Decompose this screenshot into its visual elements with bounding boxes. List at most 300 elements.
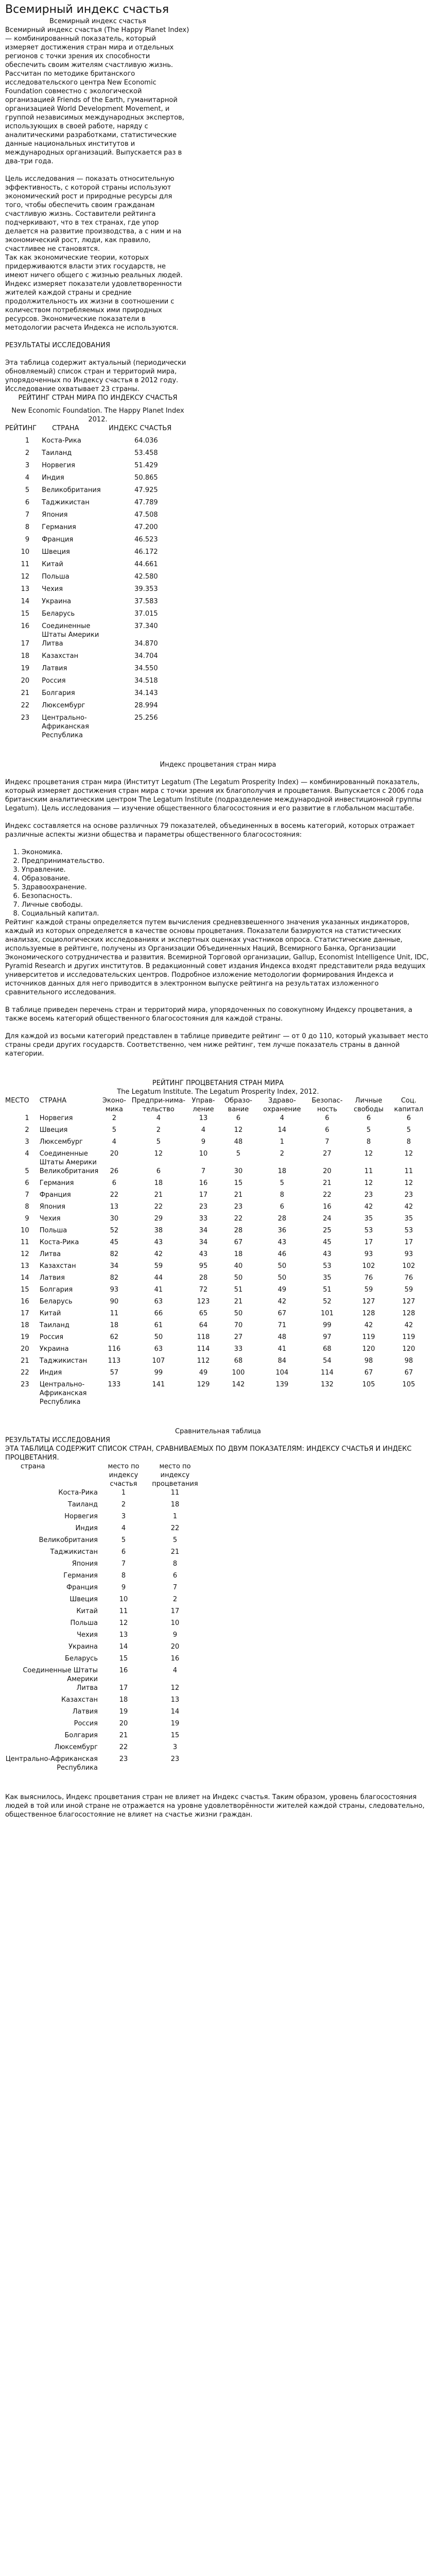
value-cell: 64 (199, 1321, 208, 1329)
method-paragraph: Рейтинг каждой страны определяется путем вычисления средневзвешенного значения указанных индикаторов, каждый из которых определяется в качестве основы процветания. Показатели базируются на статистических анализах, социологических исследованиях и экспертных оценках участников опроса. Статистические данные, используемые в рейтинге, получены из Организации Объединенных Наций, Всемирного Банка, Организации Экономического сотрудничества и развития. Всемирной Торговой организации, Gallup, Economist Intelligence Unit, IDC, Pyramid Research и других институтов. В редакционный совет издания Индекса входят представители ряда ведущих университетов и исследовательских центров. Подробное изложение методологии формирования Индекса и источников данных для него приводится в электронном выпуске рейтинга на результатах изложенного сравнительного исследования. (5, 919, 429, 996)
value-cell: 21 (234, 1298, 243, 1306)
value-cell: 66 (154, 1310, 163, 1317)
table-row (5, 1607, 201, 1619)
index-cell: 47.508 (134, 511, 158, 519)
value-cell: 45 (323, 1239, 332, 1246)
table-row (5, 473, 171, 486)
value-cell: 100 (232, 1369, 245, 1377)
category-item: 6. Безопасность. (22, 892, 431, 901)
table-row (5, 535, 171, 548)
country-cell: Чехия (39, 1215, 61, 1223)
table-row (5, 449, 171, 461)
compare-table (5, 1462, 201, 1772)
conclusion-paragraph: Как выяснилось, Индекс процветания стран не влияет на Индекс счастья. Таким образом, уровень благосостояния людей в той или иной стране не отражается на уровне удовлетворённости жителей каждой страны, следовательно, общественное благосостояние не влияет на счастье жизни граждан. (5, 1793, 425, 1819)
rank-cell: 17 (21, 640, 30, 648)
prosperity-rank-cell: 21 (170, 1548, 180, 1556)
table-row (5, 1642, 201, 1654)
value-cell: 70 (234, 1321, 243, 1329)
index-cell: 51.429 (134, 462, 158, 469)
rank-cell: 13 (21, 585, 30, 593)
value-cell: 5 (280, 1179, 285, 1187)
value-cell: 114 (321, 1369, 334, 1377)
country-cell: Таиланд (39, 1321, 69, 1329)
value-cell: 5 (366, 1126, 371, 1134)
table-row (5, 1138, 427, 1149)
table-row (5, 664, 171, 676)
table-row (5, 1548, 201, 1560)
value-cell: 4 (112, 1138, 117, 1146)
country-cell: Франция (42, 536, 74, 544)
country-cell: Таиланд (67, 1501, 98, 1509)
rank-cell: 11 (21, 561, 30, 568)
value-cell: 24 (323, 1215, 332, 1223)
value-cell: 61 (154, 1321, 163, 1329)
country-cell: Германия (63, 1572, 98, 1580)
value-cell: 43 (199, 1250, 208, 1258)
prosperity-rank-cell: 4 (172, 1667, 178, 1674)
country-cell: Беларусь (65, 1655, 98, 1663)
value-cell: 41 (277, 1345, 287, 1353)
rank-cell: 22 (21, 702, 30, 709)
country-cell: Польша (70, 1619, 98, 1627)
value-cell: 12 (234, 1126, 243, 1134)
value-cell: 76 (364, 1274, 373, 1282)
category-item: 8. Социальный капитал. (22, 909, 431, 918)
value-cell: 41 (154, 1286, 163, 1294)
happiness-rank-cell: 13 (119, 1631, 128, 1639)
subtitle: Всемирный индекс счастья (49, 18, 146, 25)
table-header-cell: Здраво-охранение (263, 1097, 301, 1113)
header-country: страна (21, 1463, 45, 1470)
happiness-rank-cell: 14 (119, 1643, 128, 1651)
value-cell: 20 (21, 1345, 29, 1353)
table-header-cell: Соц. капитал (394, 1097, 424, 1113)
value-cell: 127 (362, 1298, 375, 1306)
happiness-rank-cell: 18 (119, 1696, 128, 1704)
rank-cell: 10 (21, 548, 30, 556)
value-cell: 1 (25, 1114, 29, 1122)
table2-caption: РЕЙТИНГ ПРОЦВЕТАНИЯ СТРАН МИРА (152, 1079, 284, 1087)
value-cell: 22 (234, 1215, 243, 1223)
value-cell: 35 (364, 1215, 373, 1223)
value-cell: 57 (110, 1369, 119, 1377)
country-cell: Франция (66, 1584, 98, 1591)
value-cell: 13 (199, 1114, 208, 1122)
value-cell: 43 (154, 1239, 163, 1246)
value-cell: 95 (199, 1262, 208, 1270)
country-cell: Коста-Рика (39, 1239, 79, 1246)
value-cell: 17 (404, 1239, 413, 1246)
country-cell: Германия (39, 1179, 74, 1187)
value-cell: 119 (362, 1333, 375, 1341)
value-cell: 119 (402, 1333, 415, 1341)
value-cell: 40 (234, 1262, 243, 1270)
table1-source: New Economic Foundation. The Happy Planet Index 2012. (11, 407, 184, 423)
value-cell: 12 (404, 1150, 413, 1158)
country-cell: Люксембург (39, 1138, 83, 1146)
header-rank: РЕЙТИНГ (5, 425, 37, 432)
value-cell: 6 (25, 1179, 29, 1187)
country-cell: Индия (75, 1524, 98, 1532)
value-cell: 132 (321, 1381, 334, 1388)
value-cell: 120 (402, 1345, 415, 1353)
index-cell: 53.458 (134, 449, 158, 457)
value-cell: 82 (110, 1274, 119, 1282)
value-cell: 59 (404, 1286, 413, 1294)
prosperity-rank-cell: 20 (170, 1643, 180, 1651)
value-cell: 34 (199, 1227, 208, 1234)
value-cell: 23 (404, 1191, 413, 1199)
value-cell: 45 (110, 1239, 119, 1246)
value-cell: 139 (275, 1381, 289, 1388)
table-row (5, 1333, 427, 1345)
value-cell: 65 (199, 1310, 208, 1317)
rank-cell: 1 (25, 437, 30, 445)
value-cell: 23 (21, 1381, 29, 1388)
prosperity-rank-cell: 13 (170, 1696, 180, 1704)
country-cell: Норвегия (42, 462, 75, 469)
value-cell: 14 (21, 1274, 29, 1282)
rank-cell: 6 (25, 499, 30, 506)
value-cell: 123 (197, 1298, 210, 1306)
table-header-cell: Безопас-ность (311, 1097, 343, 1113)
happiness-rank-cell: 4 (121, 1524, 126, 1532)
value-cell: 128 (362, 1310, 375, 1317)
value-cell: 35 (323, 1274, 332, 1282)
compare-title: Сравнительная таблица (175, 1428, 261, 1435)
country-cell: Норвегия (64, 1513, 98, 1520)
table-row (5, 1571, 201, 1583)
table-row (5, 1202, 427, 1214)
table-row (5, 1357, 427, 1368)
table1-caption: РЕЙТИНГ СТРАН МИРА ПО ИНДЕКСУ СЧАСТЬЯ (18, 394, 178, 402)
value-cell: 21 (234, 1191, 243, 1199)
value-cell: 53 (404, 1227, 413, 1234)
table-row (5, 511, 171, 523)
table-row (5, 1368, 427, 1380)
table-row (5, 1380, 427, 1406)
index-cell: 34.143 (134, 689, 158, 697)
value-cell: 67 (277, 1310, 287, 1317)
table-row (5, 572, 171, 585)
country-cell: Япония (72, 1560, 98, 1568)
value-cell: 16 (323, 1203, 332, 1211)
happiness-rank-cell: 2 (121, 1501, 126, 1509)
prosperity-paragraph: Индекс процветания стран мира (Институт Legatum (The Legatum Prosperity Index) — комбинированный показатель, который измеряет достижения стран мира с точки зрения их благополучия и процветания. Выпускается с 2006 года британским аналитическим центром The Legatum Institute (подразделение международной инвестиционной группы Legatum). Цель исследования — изучение общественного благосостояния и его развитие в глобальном масштабе. (5, 778, 424, 812)
value-cell: 6 (406, 1114, 411, 1122)
value-cell: 11 (364, 1167, 373, 1175)
country-cell: Люксембург (54, 1743, 98, 1751)
index-cell: 47.200 (134, 523, 158, 531)
country-cell: Соединенные Штаты Америки (39, 1150, 97, 1166)
country-cell: Таиланд (42, 449, 72, 457)
value-cell: 54 (323, 1357, 332, 1365)
country-cell: Великобритания (39, 1167, 99, 1175)
value-cell: 43 (277, 1239, 287, 1246)
country-cell: Латвия (39, 1274, 65, 1282)
table-row (5, 714, 171, 740)
country-cell: Латвия (42, 665, 67, 672)
intro-paragraph: Всемирный индекс счастья (The Happy Planet Index) — комбинированный показатель, который измеряет достижения стран мира и отдельных регионов с точки зрения их способности обеспечить своим жителям счастливую жизнь. Рассчитан по методике британского исследовательского центра New Economic Foundation совместно с экологической организацией Friends of the Earth, гуманитарной организацией World Development Movement, и группой независимых международных экспертов, использующих в своей работе, наряду с аналитическими разработками, статистические данные национальных институтов и международных организаций. Выпускается раз в два-три года. (5, 26, 189, 165)
happiness-rank-cell: 7 (121, 1560, 126, 1568)
prosperity-rank-cell: 16 (170, 1655, 180, 1663)
happiness-rank-cell: 5 (121, 1536, 126, 1544)
value-cell: 15 (234, 1179, 243, 1187)
category-item: 4. Образование. (22, 874, 431, 883)
rank-cell: 12 (21, 573, 30, 581)
value-cell: 8 (366, 1138, 371, 1146)
table-row (5, 1500, 201, 1512)
value-cell: 5 (406, 1126, 411, 1134)
table-row (5, 1345, 427, 1357)
index-cell: 28.994 (134, 702, 158, 709)
table-row (5, 1595, 201, 1607)
table-row (5, 1149, 427, 1167)
happiness-rank-cell: 17 (119, 1684, 128, 1692)
happiness-rank-cell: 15 (119, 1655, 128, 1663)
value-cell: 38 (154, 1227, 163, 1234)
value-cell: 4 (25, 1150, 29, 1158)
country-cell: Таджикистан (50, 1548, 98, 1556)
page-title: Всемирный индекс счастья (5, 3, 169, 16)
table-row (5, 609, 171, 622)
happiness-rank-cell: 6 (121, 1548, 126, 1556)
country-cell: Соединенные Штаты Америки (23, 1667, 98, 1683)
value-cell: 13 (21, 1262, 29, 1270)
prosperity-rank-cell: 5 (172, 1536, 178, 1544)
happiness-rank-cell: 9 (121, 1584, 126, 1591)
table-row (5, 1524, 201, 1536)
country-cell: Чехия (77, 1631, 98, 1639)
header-country: СТРАНА (52, 425, 79, 432)
country-cell: Швеция (69, 1596, 98, 1603)
value-cell: 63 (154, 1298, 163, 1306)
value-cell: 127 (402, 1298, 415, 1306)
value-cell: 6 (325, 1126, 329, 1134)
value-cell: 8 (280, 1191, 285, 1199)
value-cell: 43 (323, 1250, 332, 1258)
value-cell: 12 (364, 1179, 373, 1187)
value-cell: 101 (321, 1310, 334, 1317)
table-row (5, 1309, 427, 1321)
value-cell: 42 (404, 1203, 413, 1211)
rank-cell: 15 (21, 610, 30, 618)
happiness-table (5, 424, 171, 740)
country-cell: Коста-Рика (42, 437, 81, 445)
country-cell: Китай (39, 1310, 61, 1317)
table-row (5, 1654, 201, 1666)
value-cell: 76 (404, 1274, 413, 1282)
table-row (5, 523, 171, 535)
value-cell: 129 (197, 1381, 210, 1388)
value-cell: 52 (110, 1227, 119, 1234)
value-cell: 23 (234, 1203, 243, 1211)
value-cell: 120 (362, 1345, 375, 1353)
country-cell: Великобритания (42, 486, 101, 494)
table-row (5, 689, 171, 701)
happiness-rank-cell: 8 (121, 1572, 126, 1580)
index-cell: 34.704 (134, 652, 158, 660)
table-row (5, 1262, 427, 1274)
country-cell: Беларусь (39, 1298, 73, 1306)
prosperity-rank-cell: 1 (172, 1513, 178, 1520)
intro-paragraph: Цель исследования — показать относительную эффективность, с которой страны используют экономический рост и природные ресурсы для того, чтобы обеспечить своим гражданам счастливую жизнь. Составители рейтинга подчеркивают, что в тех странах, где упор делается на развитие производства, а с ним и на экономический рост, люди, как правило, счастливее не становятся. (5, 175, 182, 253)
compare-heading: РЕЗУЛЬТАТЫ ИССЛЕДОВАНИЯ (5, 1436, 110, 1444)
value-cell: 93 (404, 1250, 413, 1258)
table-header-row (5, 1096, 427, 1114)
value-cell: 16 (21, 1298, 29, 1306)
value-cell: 2 (25, 1126, 29, 1134)
table-row (5, 652, 171, 664)
rank-cell: 23 (21, 714, 30, 722)
value-cell: 27 (323, 1150, 332, 1158)
happiness-rank-cell: 1 (121, 1489, 126, 1497)
table-header-row (5, 1462, 201, 1488)
value-cell: 51 (323, 1286, 332, 1294)
prosperity-rank-cell: 9 (172, 1631, 178, 1639)
country-cell: Чехия (42, 585, 63, 593)
table-row (5, 1536, 201, 1548)
categories-list (5, 848, 431, 918)
value-cell: 35 (404, 1215, 413, 1223)
value-cell: 22 (154, 1203, 163, 1211)
country-cell: Китай (42, 561, 63, 568)
table-row (5, 676, 171, 689)
country-cell: Великобритания (39, 1536, 98, 1544)
category-item: 7. Личные свободы. (22, 901, 431, 909)
country-cell: Польша (39, 1227, 67, 1234)
happiness-rank-cell: 23 (119, 1755, 128, 1763)
table-row (5, 1297, 427, 1309)
value-cell: 36 (277, 1227, 287, 1234)
value-cell: 9 (25, 1215, 29, 1223)
value-cell: 72 (199, 1286, 208, 1294)
prosperity-table (5, 1096, 427, 1406)
table-row (5, 1755, 201, 1772)
value-cell: 7 (25, 1191, 29, 1199)
country-cell: Индия (42, 474, 64, 482)
rank-cell: 4 (25, 474, 30, 482)
index-cell: 34.518 (134, 677, 158, 685)
value-cell: 22 (110, 1191, 119, 1199)
prosperity-rank-cell: 15 (170, 1732, 180, 1739)
table-row (5, 560, 171, 572)
prosperity-rank-cell: 14 (170, 1708, 180, 1716)
index-cell: 46.172 (134, 548, 158, 556)
value-cell: 2 (280, 1150, 285, 1158)
table-row (5, 1238, 427, 1250)
value-cell: 48 (277, 1333, 287, 1341)
value-cell: 49 (277, 1286, 287, 1294)
value-cell: 21 (323, 1179, 332, 1187)
prosperity-rank-cell: 12 (170, 1684, 180, 1692)
rank-cell: 20 (21, 677, 30, 685)
rank-cell: 18 (21, 652, 30, 660)
value-cell: 17 (199, 1191, 208, 1199)
value-cell: 8 (25, 1203, 29, 1211)
value-cell: 20 (110, 1150, 119, 1158)
method-paragraph: В таблице приведен перечень стран и территорий мира, упорядоченных по совокупному Индексу процветания, а также восемь категорий общественного благосостояния для каждой страны. (5, 1006, 412, 1023)
value-cell: 9 (201, 1138, 206, 1146)
value-cell: 99 (323, 1321, 332, 1329)
value-cell: 90 (110, 1298, 119, 1306)
index-cell: 37.015 (134, 610, 158, 618)
value-cell: 93 (364, 1250, 373, 1258)
table-header-cell: Эконо-мика (102, 1097, 126, 1113)
value-cell: 62 (110, 1333, 119, 1341)
intro-paragraph: Так как экономические теории, которых придерживаются власти этих государств, не имеют ничего общего с жизнью реальных людей. Индекс измеряет показатели удовлетворенности жителей каждой страны и средние продолжительность их жизни в соотношении с количеством потребляемых ими природных ресурсов. Экономические показатели в методологии расчета Индекса не используются. (5, 254, 183, 332)
table-row (5, 1696, 201, 1707)
value-cell: 33 (199, 1215, 208, 1223)
country-cell: Япония (39, 1203, 65, 1211)
country-cell: Норвегия (39, 1114, 73, 1122)
country-cell: Болгария (64, 1732, 98, 1739)
intro-section (5, 17, 190, 740)
value-cell: 6 (280, 1203, 285, 1211)
rank-cell: 9 (25, 536, 30, 544)
value-cell: 13 (110, 1203, 119, 1211)
value-cell: 10 (199, 1150, 208, 1158)
value-cell: 20 (323, 1167, 332, 1175)
table-row (5, 1191, 427, 1202)
country-cell: Индия (39, 1369, 62, 1377)
table-header-cell: МЕСТО (5, 1097, 29, 1105)
value-cell: 30 (110, 1215, 119, 1223)
rank-cell: 16 (21, 622, 30, 630)
value-cell: 6 (325, 1114, 329, 1122)
country-cell: Болгария (39, 1286, 73, 1294)
table-row (5, 585, 171, 597)
value-cell: 50 (234, 1274, 243, 1282)
value-cell: 34 (110, 1262, 119, 1270)
value-cell: 21 (154, 1191, 163, 1199)
country-cell: Коста-Рика (58, 1489, 98, 1497)
prosperity-rank-cell: 7 (172, 1584, 178, 1591)
country-cell: Таджикистан (39, 1357, 88, 1365)
value-cell: 53 (323, 1262, 332, 1270)
index-cell: 42.580 (134, 573, 158, 581)
value-cell: 105 (402, 1381, 415, 1388)
value-cell: 142 (232, 1381, 245, 1388)
value-cell: 118 (197, 1333, 210, 1341)
country-cell: Россия (42, 677, 66, 685)
index-cell: 34.870 (134, 640, 158, 648)
table2-source: The Legatum Institute. The Legatum Prosperity Index, 2012. (117, 1088, 319, 1096)
table-row (5, 1488, 201, 1500)
table-header-cell: Образо-вание (224, 1097, 252, 1113)
country-cell: Япония (42, 511, 68, 519)
country-cell: Казахстан (61, 1696, 98, 1704)
value-cell: 50 (277, 1274, 287, 1282)
index-cell: 34.550 (134, 665, 158, 672)
table-row (5, 1684, 201, 1696)
index-cell: 39.353 (134, 585, 158, 593)
value-cell: 107 (152, 1357, 165, 1365)
value-cell: 93 (110, 1286, 119, 1294)
index-cell: 37.340 (134, 622, 158, 630)
value-cell: 30 (234, 1167, 243, 1175)
table-row (5, 436, 171, 449)
prosperity-rank-cell: 17 (170, 1607, 180, 1615)
table-header-cell: Личные свободы (354, 1097, 384, 1113)
value-cell: 4 (156, 1114, 161, 1122)
happiness-rank-cell: 19 (119, 1708, 128, 1716)
table-row (5, 1512, 201, 1524)
value-cell: 128 (402, 1310, 415, 1317)
table-row (5, 486, 171, 498)
value-cell: 11 (404, 1167, 413, 1175)
value-cell: 23 (199, 1203, 208, 1211)
